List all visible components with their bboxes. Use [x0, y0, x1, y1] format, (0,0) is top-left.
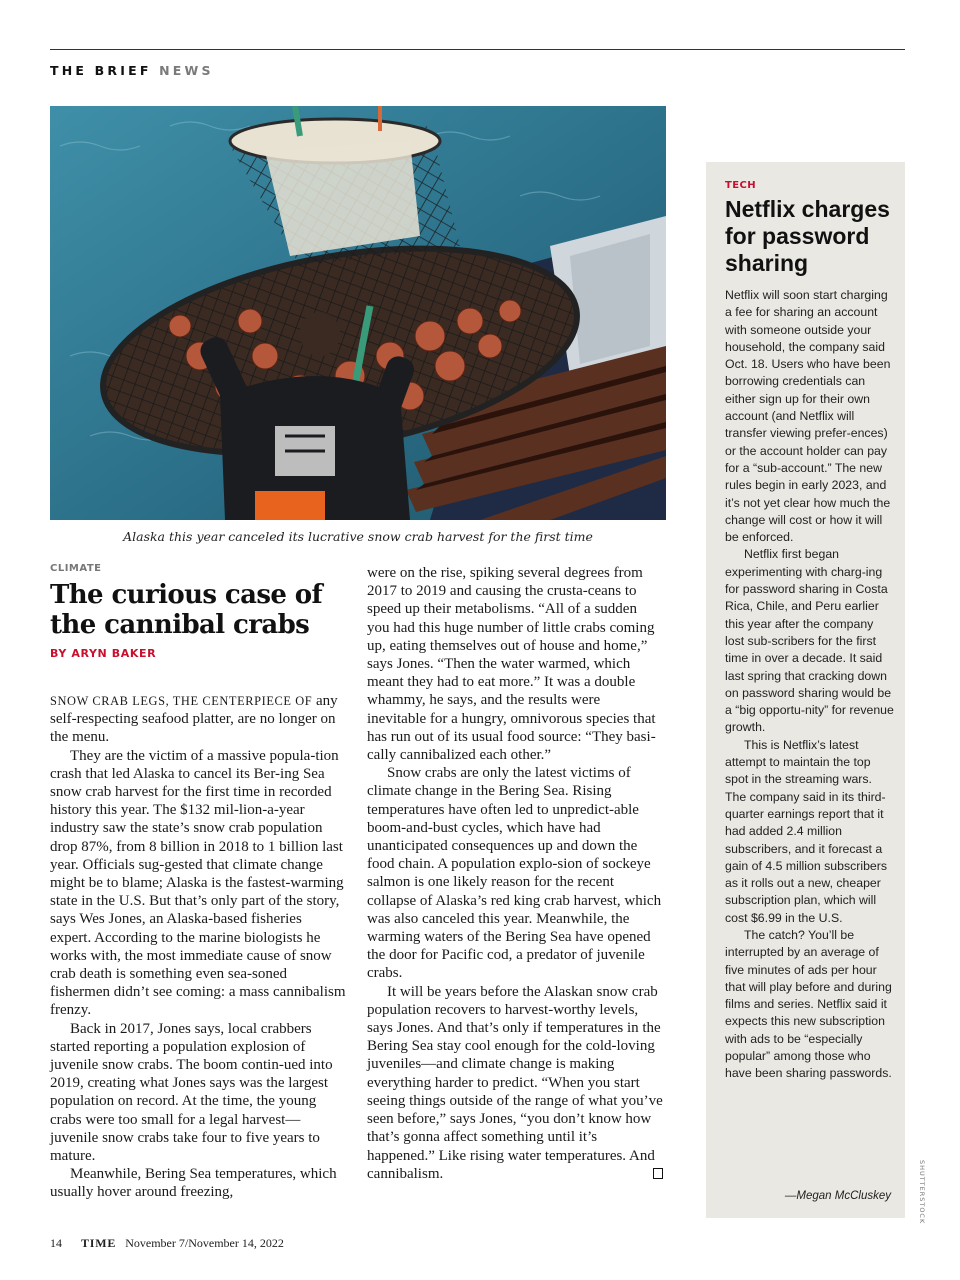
top-rule [50, 49, 905, 50]
final-paragraph-text: It will be years before the Alaskan snow crab population recovers to harvest-worthy levels, says Jones. And that’s only if temperatures in the Bering Sea stay cool enough for the cold-loving juveniles—and climate change is making everything harder to predict. “When you start seeing things outside of the range of what you’ve seen before,” says Jones, “you don’t know how that’s gonna affect something until it’s happened.” Like rising water temperatures. And cannibalism. [367, 983, 663, 1182]
sidebar-kicker: TECH [725, 180, 756, 191]
article-column-2 [367, 564, 663, 1183]
article-paragraph: They are the victim of a massive popula-tion crash that led Alaska to cancel its Ber-ing Sea snow crab harvest for the first time in recorded history this year. The $132 mil-lion-a-year industry saw the state’s snow crab population drop 87%, from 8 billion in 2018 to 1 billion last year. Officials sug-gested that climate change might be to blame; Alaska is the fastest-warming state in the U.S. But that’s only part of the story, says Wes Jones, an Alaska-based fisheries expert. According to the marine biologists he works with, the most immediate cause of snow crab death is something even sea-soned fishermen didn’t see coming: a mass cannibalism frenzy. [50, 747, 346, 1019]
sidebar-body [725, 287, 895, 1083]
lede-rest: any self-respecting seafood platter, are no longer on the menu. [50, 693, 338, 746]
sidebar-signoff: —Megan McCluskey [784, 1190, 891, 1202]
article-paragraph [367, 983, 663, 1183]
article-byline: BY ARYN BAKER [50, 647, 157, 660]
issue-date: November 7/November 14, 2022 [125, 1236, 284, 1250]
sidebar-headline: Netflix charges for password sharing [725, 196, 890, 276]
article-headline: The curious case of the cannibal crabs [50, 580, 323, 640]
section-header [50, 63, 214, 78]
article-paragraph: Back in 2017, Jones says, local crabbers started reporting a population explosion of juvenile snow crabs. The boom contin-ued into 2019, creating what Jones says was the largest population on record. At the time, the young crabs were too small for a legal harvest—juvenile snow crabs take four to five years to mature. [50, 1020, 333, 1165]
crab-harvest-photo [50, 106, 666, 520]
sidebar-paragraph: Netflix will soon start charging a fee for sharing an account with someone outside your household, the company said Oct. 18. Users who have been borrowing credentials can either sign up for their own account (and Netflix will transfer viewing prefer-ences) or the account holder can pay for a “sub-account.” The new rules begin in early 2023, and it’s not yet clear how much the change will cost or how it will be enforced. [725, 288, 891, 545]
section-brief: THE BRIEF [50, 63, 152, 78]
end-mark-icon [653, 1168, 663, 1179]
lede-small-caps: SNOW CRAB LEGS, THE CENTERPIECE OF [50, 694, 313, 708]
article-paragraph: were on the rise, spiking several degrees from 2017 to 2019 and causing the crusta-ceans to speed up their metabolisms. “All of a sudden you had this huge number of little crabs coming up, eating themselves out of house and home,” says Jones. “Then the water warmed, which meant they had to eat more.” It was a double whammy, he says, and the results were inevitable for a hungry, omnivorous species that has run out of its usual food source: “They basi-cally cannibalized each other.” [367, 565, 656, 764]
page-footer [50, 1236, 284, 1251]
page-number: 14 [50, 1236, 62, 1250]
section-news: NEWS [159, 63, 214, 78]
article-paragraph: Meanwhile, Bering Sea temperatures, which usually hover around freezing, [50, 1166, 337, 1201]
tech-sidebar [706, 162, 905, 1218]
photo-caption: Alaska this year canceled its lucrative snow crab harvest for the first time [123, 529, 593, 544]
sidebar-paragraph: Netflix first began experimenting with charg-ing for password sharing in Costa Rica, Chile, and Peru earlier this year after the company lost sub-scribers for the first time in over a decade. It said last spring that cracking down on password sharing would be a “big opportu-nity” for revenue growth. [725, 547, 894, 735]
sidebar-paragraph: The catch? You’ll be interrupted by an average of five minutes of ads per hour that will play before and during films and series. Netflix said it expects this new subscription with ads to be “especially popular” among those who have been sharing passwords. [725, 927, 892, 1081]
sidebar-paragraph: This is Netflix’s latest attempt to maintain the top spot in the streaming wars. The company said in its third-quarter earnings report that it had added 2.4 million subscribers, and it forecast a gain of 4.5 million subscribers as it rolls out a new, cheaper subscription plan, which will cost $6.99 in the U.S. [725, 737, 887, 925]
crab-harvest-illustration [50, 106, 666, 520]
magazine-name: TIME [81, 1236, 117, 1250]
article-paragraph [50, 692, 346, 747]
article-column-1 [50, 692, 346, 1202]
article-paragraph: Snow crabs are only the latest victims of climate change in the Bering Sea. Rising temperatures have often led to unpredict-able boom-and-bust cycles, which have had unanticipated consequences up and down the food chain. A population explo-sion of sockeye salmon is one likely reason for the recent collapse of Alaska’s red king crab harvest, which was also canceled this year. Meanwhile, the warming waters of the Bering Sea have opened the door for Pacific cod, a predator of juvenile crabs. [367, 765, 662, 982]
photo-credit: SHUTTERSTOCK [918, 1160, 926, 1225]
article-kicker: CLIMATE [50, 563, 102, 574]
